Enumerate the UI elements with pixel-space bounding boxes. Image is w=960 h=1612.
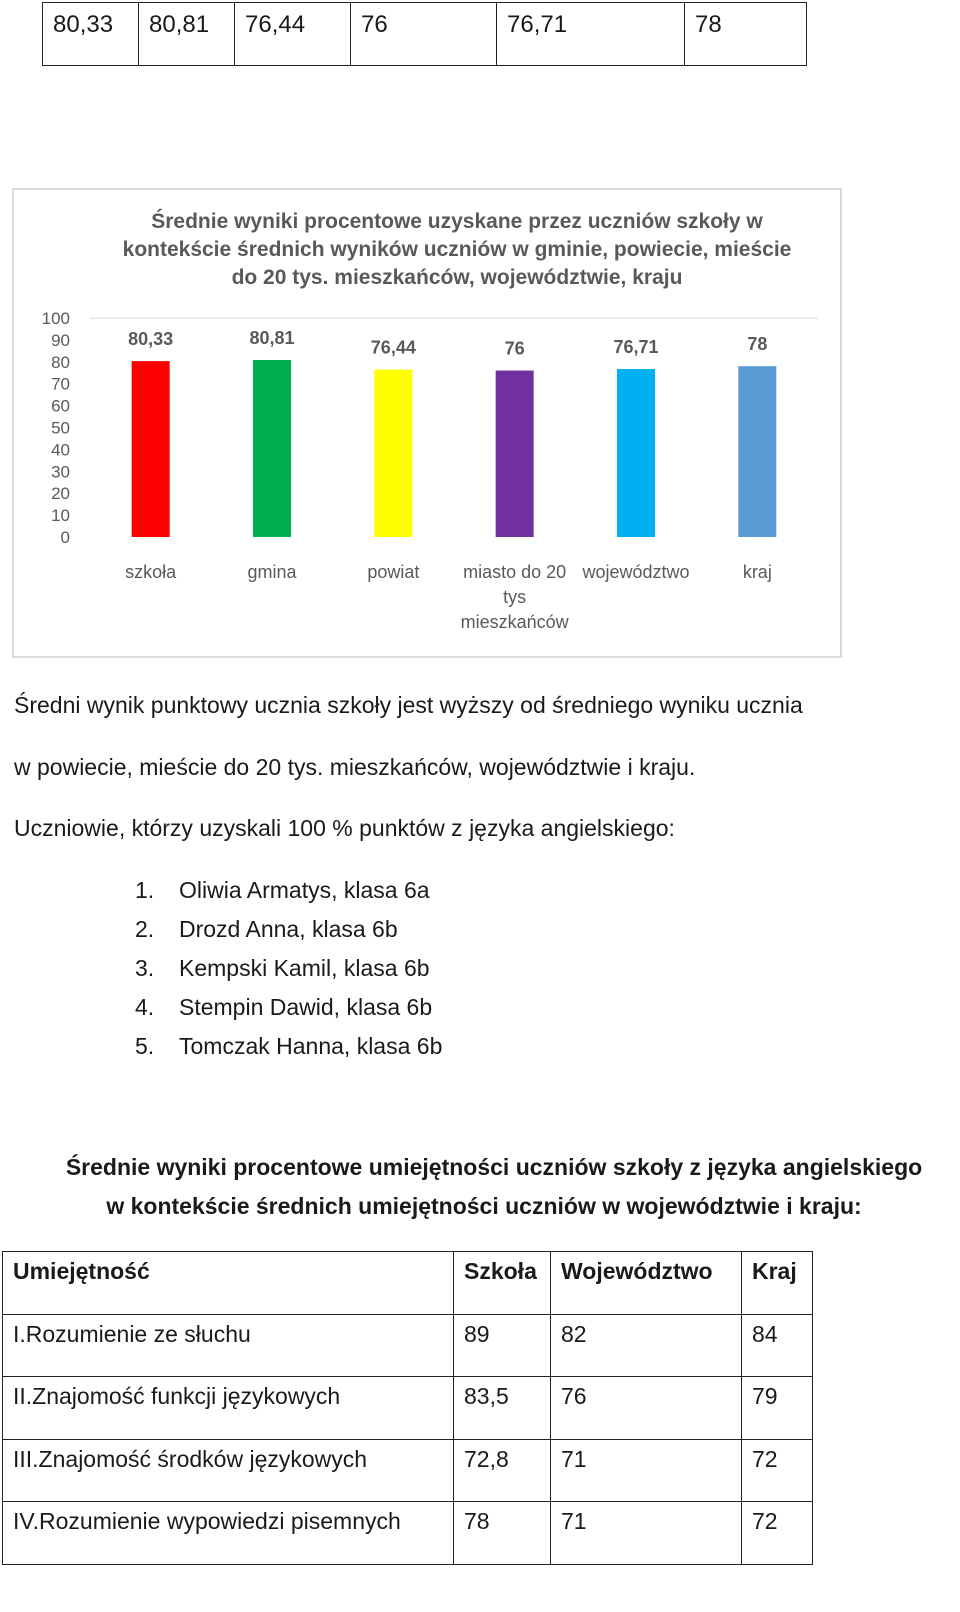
y-tick-label: 80 <box>51 352 70 372</box>
list-item <box>135 952 442 991</box>
list-item <box>135 913 442 952</box>
list-number: 2. <box>135 916 155 942</box>
data-label: 80,33 <box>128 329 174 350</box>
table-cell: 79 <box>742 1377 813 1440</box>
column-header: Województwo <box>551 1252 742 1315</box>
table-cell: 76 <box>351 3 497 66</box>
table-cell: 78 <box>685 3 807 66</box>
column-header: Kraj <box>742 1252 813 1315</box>
list-number: 1. <box>135 877 155 903</box>
list-number: 4. <box>135 994 155 1020</box>
y-tick-label: 20 <box>51 484 70 504</box>
table-header-row <box>3 1252 813 1315</box>
table-cell: 80,33 <box>43 3 139 66</box>
x-tick-label: kraj <box>742 562 772 582</box>
bar <box>617 369 655 537</box>
table-cell: 76,71 <box>497 3 685 66</box>
list-text: Tomczak Hanna, klasa 6b <box>179 1033 443 1059</box>
list-text: Oliwia Armatys, klasa 6a <box>179 877 430 903</box>
table-row <box>3 1439 813 1502</box>
bar <box>253 360 291 537</box>
paragraph: Średni wynik punktowy ucznia szkoły jest wyższy od średniego wyniku ucznia <box>14 692 803 718</box>
table-cell: 76,44 <box>235 3 351 66</box>
x-tick-label: szkoła <box>125 562 177 582</box>
list-text: Drozd Anna, klasa 6b <box>179 916 398 942</box>
data-label: 76 <box>504 338 525 359</box>
list-text: Kempski Kamil, klasa 6b <box>179 955 430 981</box>
chart-title-line: Średnie wyniki procentowe uzyskane przez uczniów szkoły w <box>151 210 763 233</box>
list-number: 5. <box>135 1033 155 1059</box>
data-label: 76,71 <box>613 337 659 358</box>
x-tick-label: miasto do 20 <box>463 562 567 582</box>
paragraph: w powiecie, mieście do 20 tys. mieszkańców, województwie i kraju. <box>14 754 696 780</box>
table-cell: 84 <box>742 1314 813 1377</box>
table-cell: 80,81 <box>139 3 235 66</box>
chart-title-line: do 20 tys. mieszkańców, województwie, kraju <box>231 266 683 289</box>
data-label: 78 <box>747 334 768 355</box>
skills-table <box>2 1251 813 1565</box>
y-tick-label: 0 <box>60 528 70 547</box>
x-tick-label: województwo <box>582 562 690 582</box>
chart-title-line: kontekście średnich wyników uczniów w gminie, powiecie, mieście <box>122 238 792 261</box>
x-tick-label: powiat <box>367 562 420 582</box>
bar-chart <box>0 0 960 660</box>
list-item <box>135 1030 442 1069</box>
table-cell: 72 <box>742 1439 813 1502</box>
y-tick-label: 30 <box>51 462 70 482</box>
table-cell: 71 <box>551 1502 742 1565</box>
students-list <box>135 874 442 1069</box>
list-item <box>135 991 442 1030</box>
table-cell: 76 <box>551 1377 742 1440</box>
table-cell: 72 <box>742 1502 813 1565</box>
table-cell: 71 <box>551 1439 742 1502</box>
y-tick-label: 90 <box>51 330 70 350</box>
list-text: Stempin Dawid, klasa 6b <box>179 994 433 1020</box>
column-header: Szkoła <box>454 1252 551 1315</box>
y-tick-label: 10 <box>51 506 70 526</box>
table-cell: 83,5 <box>454 1377 551 1440</box>
table-row <box>3 1502 813 1565</box>
table-cell: IV.Rozumienie wypowiedzi pisemnych <box>3 1502 454 1565</box>
x-tick-label: mieszkańców <box>460 612 569 632</box>
section-heading: Średnie wyniki procentowe umiejętności uczniów szkoły z języka angielskiego <box>65 1154 923 1180</box>
y-tick-label: 40 <box>51 440 70 460</box>
table-cell: 72,8 <box>454 1439 551 1502</box>
table-cell: 89 <box>454 1314 551 1377</box>
y-tick-label: 70 <box>51 374 70 394</box>
table-cell: III.Znajomość środków językowych <box>3 1439 454 1502</box>
y-tick-label: 50 <box>51 418 70 438</box>
bar <box>132 361 170 537</box>
section-heading: w kontekście średnich umiejętności uczniów w województwie i kraju: <box>106 1193 862 1219</box>
table-cell: II.Znajomość funkcji językowych <box>3 1377 454 1440</box>
bar <box>738 366 776 537</box>
bar <box>374 370 412 537</box>
table-cell: 78 <box>454 1502 551 1565</box>
column-header: Umiejętność <box>3 1252 454 1315</box>
y-tick-label: 100 <box>41 309 70 328</box>
x-tick-label: tys <box>503 587 527 607</box>
paragraph: Uczniowie, którzy uzyskali 100 % punktów z języka angielskiego: <box>14 815 675 841</box>
table-cell: 82 <box>551 1314 742 1377</box>
y-tick-label: 60 <box>51 396 70 416</box>
table-cell: I.Rozumienie ze słuchu <box>3 1314 454 1377</box>
bar <box>496 371 534 537</box>
x-tick-label: gmina <box>247 562 297 582</box>
table-row <box>3 1377 813 1440</box>
table-row <box>3 1314 813 1377</box>
list-item <box>135 874 442 913</box>
data-label: 76,44 <box>370 337 416 358</box>
list-number: 3. <box>135 955 155 981</box>
data-label: 80,81 <box>249 328 295 349</box>
